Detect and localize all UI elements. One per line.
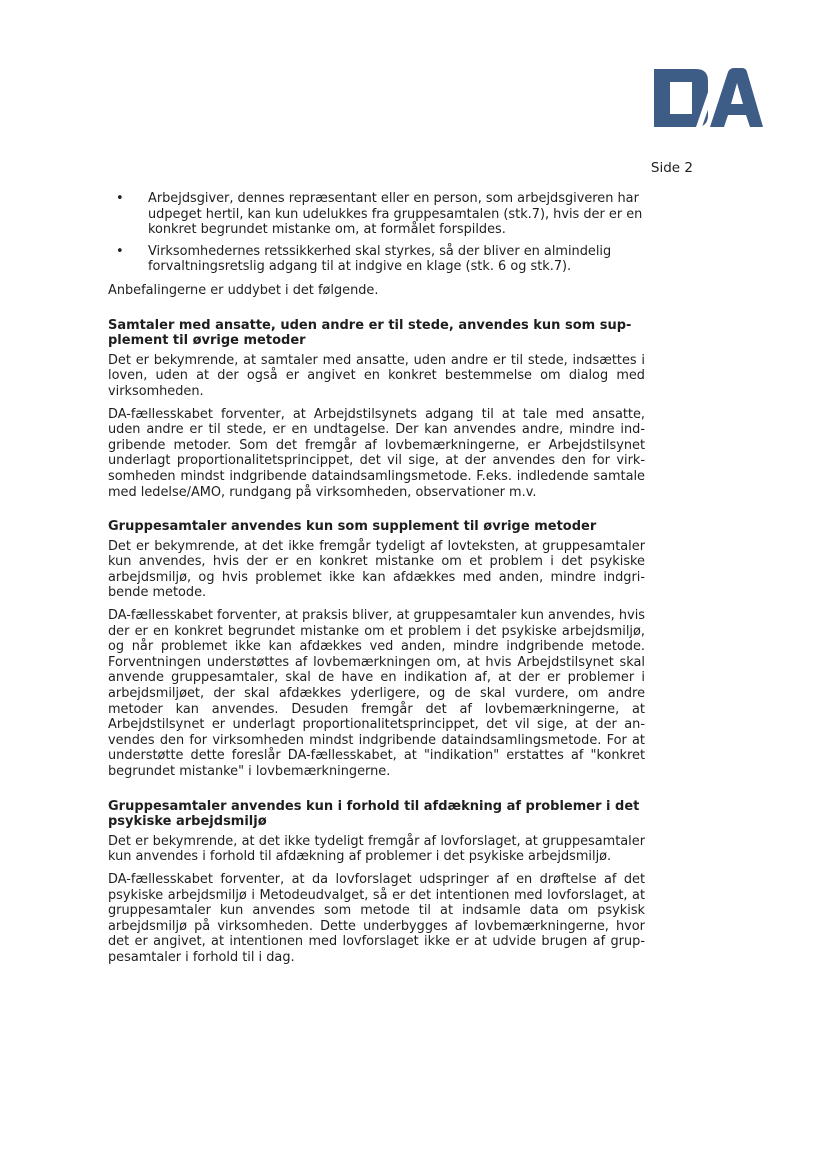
section-heading: Gruppesamtaler anvendes kun som supplement til øvrige metoder — [108, 519, 597, 535]
bullet-icon: • — [116, 243, 124, 259]
paragraph: DA-fællesskabet forventer, at Arbejdstilsynets adgang til at tale med ansatte, uden andre er til stede, er en undtagelse. Der kan anvendes andre, mindre indgribende metoder. Som det fremgår af lovbemærkningerne, er Arbejdstilsynet underlagt proportionalitetsprincippet, det vil sige, at der anvendes den for virksomheden mindst indgribende dataindsamlingsmetode. F.eks. indledende samtale med ledelse/AMO, rundgang på virksomheden, observationer m.v. — [108, 406, 645, 500]
logo-d-cutout — [670, 82, 692, 114]
paragraph: DA-fællesskabet forventer, at da lovforslaget udspringer af en drøftelse af det psykiske arbejdsmiljø i Metodeudvalget, så er det intentionen med lovforslaget, at gruppesamtaler kun anvendes som metode til at indsamle data om psykisk arbejdsmiljø på virksomheden. Dette underbygges af lovbemærkningerne, hvor det er angivet, at intentionen med lovforslaget ikke er at udvide brugen af gruppesamtaler i forhold til i dag. — [108, 871, 645, 965]
list-item — [108, 191, 645, 238]
list-item — [108, 244, 645, 275]
document-body — [108, 191, 645, 973]
recommendation-bullets — [108, 191, 645, 275]
paragraph: Det er bekymrende, at det ikke fremgår tydeligt af lovteksten, at gruppesamtaler kun anvendes, hvis der er en konkret mistanke om et problem i det psykiske arbejdsmiljø, og hvis problemet ikke kan afdækkes med anden, mindre indgribende metode. — [108, 538, 645, 601]
da-logo — [652, 66, 764, 130]
intro-paragraph: Anbefalingerne er uddybet i det følgende. — [108, 282, 379, 298]
bullet-text: Arbejdsgiver, dennes repræsentant eller en person, som arbejdsgiveren har udpeget hertil, kan kun udelukkes fra gruppesamtalen (stk.7), hvis der er en konkret begrundet mistanke om, at formålet forspildes. — [148, 191, 643, 238]
paragraph: Det er bekymrende, at det ikke tydeligt fremgår af lovforslaget, at gruppesamtaler kun anvendes i forhold til afdækning af problemer i det psykiske arbejdsmiljø. — [108, 833, 645, 865]
paragraph: DA-fællesskabet forventer, at praksis bliver, at gruppesamtaler kun anvendes, hvis der er en konkret begrundet mistanke om et problem i det psykiske arbejdsmiljø, og når problemet ikke kan afdækkes ved anden, mindre indgribende metode. Forventningen understøttes af lovbemærkningen om, at hvis Arbejdstilsynet skal anvende gruppesamtaler, skal de have en indikation af, at der er problemer i arbejdsmiljøet, der skal afdækkes yderligere, og de skal vurdere, om andre metoder kan anvendes. Desuden fremgår det af lovbemærkningerne, at Arbejdstilsynet er underlagt proportionalitetsprincippet, det vil sige, at der anvendes den for virksomheden mindst indgribende dataindsamlingsmetode. For at understøtte dette foreslår DA-fællesskabet, at "indikation" erstattes af "konkret begrundet mistanke" i lovbemærkningerne. — [108, 608, 645, 779]
bullet-icon: • — [116, 191, 124, 206]
page-number: Side 2 — [650, 160, 693, 176]
bullet-text: Virksomhedernes retssikkerhed skal styrkes, så der bliver en almindelig forvaltningsretslig adgang til at indgive en klage (stk. 6 og stk.7). — [148, 243, 612, 275]
paragraph: Det er bekymrende, at samtaler med ansatte, uden andre er til stede, indsættes i loven, uden at der også er angivet en konkret bestemmelse om dialog med virksomheden. — [108, 352, 645, 399]
section-heading: Samtaler med ansatte, uden andre er til stede, anvendes kun som supplement til øvrige metoder — [108, 317, 632, 349]
section-heading: Gruppesamtaler anvendes kun i forhold til afdækning af problemer i det psykiske arbejdsmiljø — [108, 798, 640, 830]
